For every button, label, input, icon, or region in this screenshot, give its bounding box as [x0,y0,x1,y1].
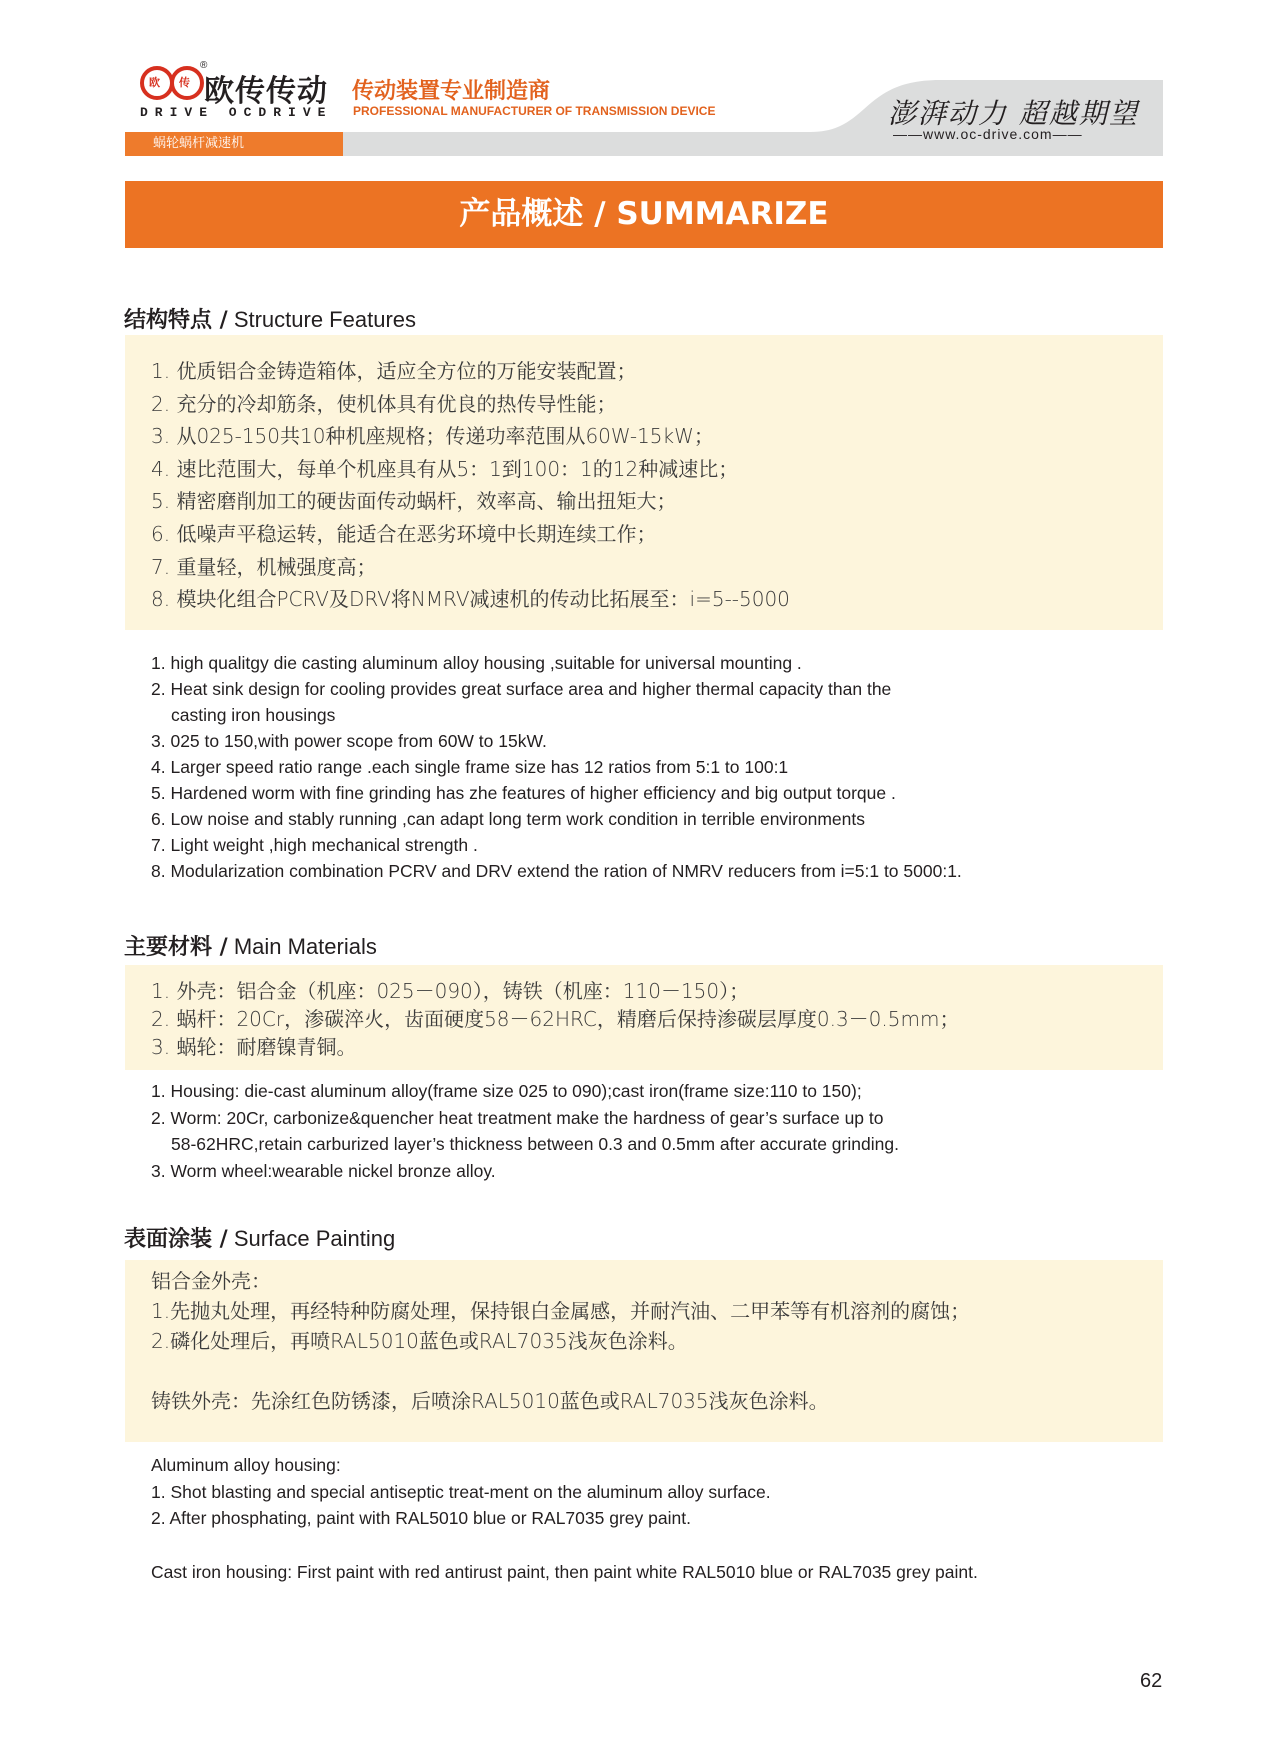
list-item: 1.先抛丸处理，再经特种防腐处理，保持银白金属感，并耐汽油、二甲苯等有机溶剂的腐蚀； [151,1299,971,1323]
logo-text-en: DRIVE OCDRIVE [140,105,333,120]
aluminum-housing-title-en: Aluminum alloy housing: [151,1455,341,1475]
list-item: 1. Housing: die-cast aluminum alloy(frame size 025 to 090);cast iron(frame size:110 to 150); [151,1081,862,1101]
tagline-cn: 传动装置专业制造商 [352,79,551,104]
section-heading-materials: 主要材料 / Main Materials [124,934,377,960]
logo-mark-left: 欧 [149,76,160,89]
list-item: 8. 模块化组合PCRV及DRV将NMRV减速机的传动比拓展至：i=5--5000 [151,587,790,612]
list-item: 58-62HRC,retain carburized layer’s thickness between 0.3 and 0.5mm after accurate grinding. [171,1134,899,1154]
materials-en-list [151,1078,899,1184]
painting-en-block [151,1452,978,1585]
company-logo [140,58,340,126]
list-item: 3. 蜗轮：耐磨镍青铜。 [151,1035,357,1059]
list-item: 4. Larger speed ratio range .each single frame size has 12 ratios from 5:1 to 100:1 [151,757,789,777]
list-item: 2. Heat sink design for cooling provides great surface area and higher thermal capacity than the [151,679,892,699]
aluminum-housing-title-cn: 铝合金外壳： [151,1269,271,1293]
cast-iron-housing-cn: 铸铁外壳：先涂红色防锈漆，后喷涂RAL5010蓝色或RAL7035浅灰色涂料。 [151,1389,829,1413]
list-item: 2. 充分的冷却筋条，使机体具有优良的热传导性能； [151,391,617,416]
list-item: 1. Shot blasting and special antiseptic treat-ment on the aluminum alloy surface. [151,1481,771,1502]
website-url: ——www.oc-drive.com—— [893,126,1083,142]
list-item: 2. 蜗杆：20Cr，渗碳淬火，齿面硬度58－62HRC，精磨后保持渗碳层厚度0.3－0.5mm； [151,1007,960,1031]
tagline-en: PROFESSIONAL MANUFACTURER OF TRANSMISSION DEVICE [353,104,716,118]
painting-cn-block [125,1260,1163,1442]
list-item: 5. 精密磨削加工的硬齿面传动蜗杆，效率高、输出扭矩大； [151,489,677,514]
list-item: 3. 025 to 150,with power scope from 60W to 15kW. [151,731,547,751]
list-item: 4. 速比范围大，每单个机座具有从5：1到100：1的12种减速比； [151,456,739,481]
list-item: casting iron housings [171,705,336,725]
list-item: 3. Worm wheel:wearable nickel bronze alloy. [151,1160,496,1181]
slogan-cn: 澎湃动力 超越期望 [888,97,1139,130]
list-item: 1. 外壳：铝合金（机座：025－090），铸铁（机座：110－150）； [151,979,750,1003]
list-item: 2.磷化处理后，再喷RAL5010蓝色或RAL7035浅灰色涂料。 [151,1329,688,1353]
page-title: 产品概述 / SUMMARIZE [125,181,1163,248]
materials-cn-list [125,965,1163,1070]
section-heading-structure: 结构特点 / Structure Features [124,307,417,333]
logo-mark-right: 传 [179,76,190,89]
registered-mark: ® [200,60,208,71]
logo-text-cn: 欧传传动 [204,74,328,109]
list-item: 2. Worm: 20Cr, carbonize&quencher heat treatment make the hardness of gear’s surface up to [151,1107,884,1128]
list-item: 6. Low noise and stably running ,can adapt long term work condition in terrible environments [151,809,866,829]
list-item: 8. Modularization combination PCRV and DRV extend the ration of NMRV reducers from i=5:1 to 5000:1. [151,861,962,881]
list-item: 1. 优质铝合金铸造箱体，适应全方位的万能安装配置； [151,359,637,383]
structure-en-list [151,650,962,884]
list-item: 2. After phosphating, paint with RAL5010 blue or RAL7035 grey paint. [151,1508,691,1528]
category-tab: 蜗轮蜗杆减速机 [125,132,343,156]
section-heading-painting: 表面涂装 / Surface Painting [124,1226,396,1252]
list-item: 3. 从025-150共10种机座规格；传递功率范围从60W-15kW； [151,424,714,449]
cast-iron-housing-en: Cast iron housing: First paint with red antirust paint, then paint white RAL5010 blue or RAL7035 grey paint. [151,1561,978,1582]
list-item: 1. high qualitgy die casting aluminum alloy housing ,suitable for universal mounting . [151,653,802,673]
list-item: 6. 低噪声平稳运转，能适合在恶劣环境中长期连续工作； [151,521,657,546]
list-item: 5. Hardened worm with fine grinding has zhe features of higher efficiency and big output torque . [151,783,896,803]
list-item: 7. 重量轻，机械强度高； [151,554,377,579]
list-item: 7. Light weight ,high mechanical strength . [151,835,478,855]
structure-cn-list [125,335,1163,630]
page-number: 62 [1140,1670,1163,1692]
